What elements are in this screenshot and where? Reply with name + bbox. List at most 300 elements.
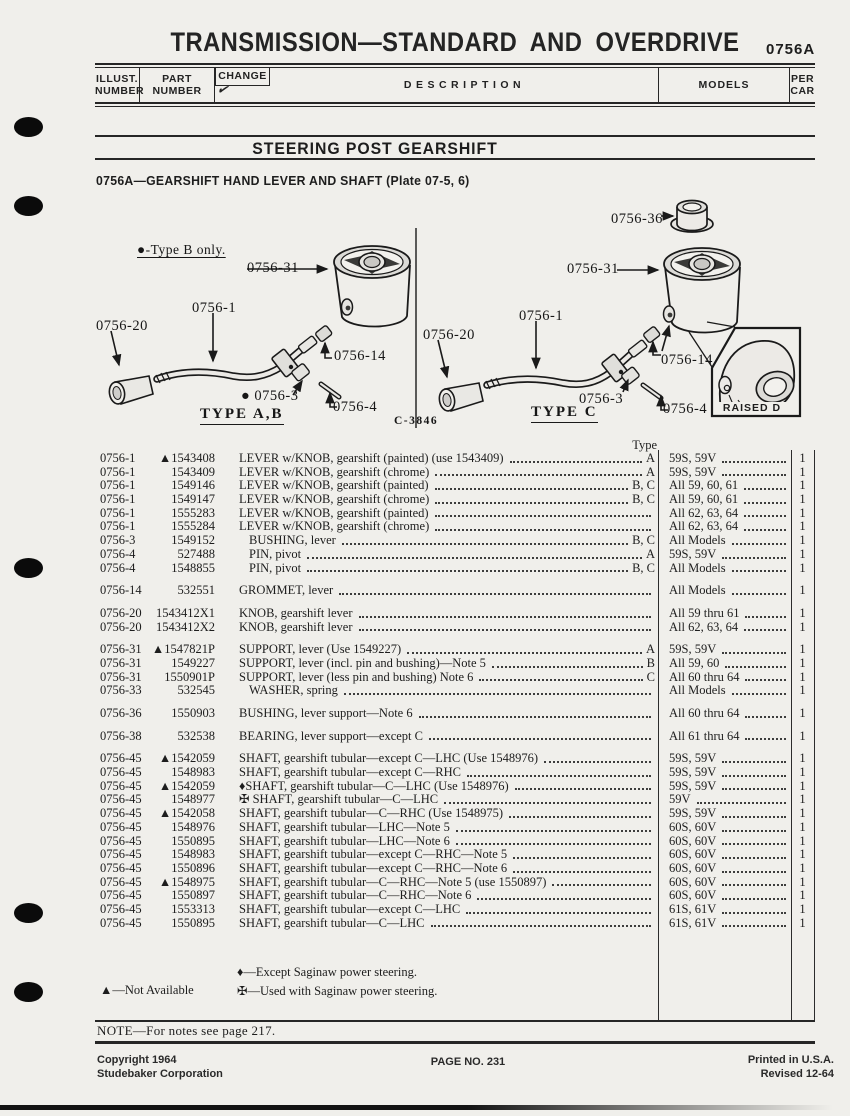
cell-illust-number: 0756-1	[100, 464, 136, 479]
dot-leader	[513, 848, 651, 859]
cell-models	[660, 479, 790, 493]
parts-group	[95, 752, 815, 930]
dot-leader	[513, 862, 651, 873]
cell-illust-number: 0756-14	[100, 583, 142, 598]
dot-leader	[732, 584, 786, 595]
column-rule	[814, 450, 815, 1022]
diagram-label-0756-3-left: ● 0756-3	[241, 388, 299, 404]
cell-part-number: ▲1542059	[158, 751, 215, 766]
type-letter: B	[646, 655, 655, 670]
column-header-change	[215, 67, 271, 102]
dot-leader	[732, 562, 786, 573]
change-checkmark-icon: ✔	[215, 81, 233, 98]
dot-leader	[429, 730, 651, 741]
models-text: 60S, 60V	[669, 874, 717, 889]
cell-description	[215, 876, 660, 890]
cell-description	[215, 917, 660, 931]
table-row	[95, 752, 815, 766]
models-text: 59S, 59V	[669, 765, 717, 780]
column-header-text: MODELS	[698, 78, 750, 91]
footer-revised: Revised 12-64	[760, 1068, 834, 1080]
cell-illust-number: 0756-38	[100, 728, 142, 743]
cell-per-car: 1	[799, 888, 806, 903]
parts-group	[95, 584, 815, 598]
table-row	[95, 671, 815, 685]
cell-per-car: 1	[799, 728, 806, 743]
cell-per-car: 1	[799, 792, 806, 807]
column-header-text: ILLUST.	[96, 72, 138, 85]
dot-leader	[456, 835, 651, 846]
models-text: All 59, 60, 61	[669, 478, 739, 493]
dot-leader	[544, 752, 651, 763]
cell-per-car: 1	[799, 619, 806, 634]
models-text: 60S, 60V	[669, 888, 717, 903]
cell-part-number: ▲1548975	[158, 874, 215, 889]
cell-models	[660, 466, 790, 480]
dot-leader	[722, 643, 786, 654]
table-row	[95, 862, 815, 876]
column-header-illust-number	[95, 67, 145, 102]
cell-models	[660, 862, 790, 876]
cell-per-car: 1	[799, 642, 806, 657]
table-row	[95, 903, 815, 917]
column-rule	[791, 450, 792, 1022]
column-header-description	[271, 67, 658, 102]
cell-description	[215, 730, 660, 744]
dot-leader	[744, 621, 786, 632]
column-header-models	[658, 67, 790, 102]
column-header-part-number	[140, 67, 215, 102]
rule	[95, 135, 815, 137]
diagram-label-0756-3-right: 0756-3	[579, 391, 624, 407]
footnote-diamond: ♦—Except Saginaw power steering.	[237, 965, 417, 979]
table-row	[95, 584, 815, 598]
cell-part-number: 1549147	[171, 492, 215, 507]
cell-description	[215, 621, 660, 635]
cell-illust-number: 0756-36	[100, 706, 142, 720]
cell-description	[215, 507, 660, 521]
diagram-label-0756-4-left: 0756-4	[333, 399, 378, 415]
cell-description	[215, 793, 660, 807]
dot-leader	[745, 707, 786, 718]
footnote-cross: ✠—Used with Saginaw power steering.	[237, 984, 438, 998]
models-text: 60S, 60V	[669, 847, 717, 862]
punch-hole	[14, 117, 43, 137]
cell-models	[660, 793, 790, 807]
cell-description	[215, 493, 660, 507]
table-row	[95, 848, 815, 862]
cell-per-car: 1	[799, 492, 806, 507]
cell-illust-number: 0756-1	[100, 478, 136, 493]
cell-illust-number: 0756-45	[100, 751, 142, 766]
parts-table-header	[95, 67, 815, 102]
table-row	[95, 730, 815, 744]
cell-per-car: 1	[799, 847, 806, 862]
description-text: SHAFT, gearshift tubular—LHC—Note 6	[239, 833, 450, 848]
table-row	[95, 876, 815, 890]
cell-description	[215, 821, 660, 835]
dot-leader	[722, 548, 786, 559]
dot-leader	[307, 548, 642, 559]
cell-description	[215, 466, 660, 480]
cell-illust-number: 0756-31	[100, 669, 142, 684]
cell-per-car: 1	[799, 505, 806, 520]
parts-group	[95, 643, 815, 698]
parts-table	[95, 452, 815, 939]
footer-copyright-line2: Studebaker Corporation	[97, 1068, 223, 1080]
column-header-text: DESCRIPTION	[403, 78, 526, 91]
dot-leader	[745, 671, 786, 682]
parts-group	[95, 452, 815, 575]
description-text: PIN, pivot	[249, 546, 302, 561]
page-title: TRANSMISSION—STANDARD AND OVERDRIVE	[170, 27, 740, 57]
column-header-text: NUMBER	[152, 84, 202, 97]
punch-hole	[14, 558, 43, 578]
models-text: All Models	[669, 683, 726, 698]
cell-part-number: 1548983	[171, 847, 215, 862]
cell-per-car: 1	[799, 860, 806, 875]
description-text: SUPPORT, lever (incl. pin and bushing)—Note 5	[239, 655, 486, 670]
description-text: ✠ SHAFT, gearshift tubular—C—LHC	[239, 792, 439, 807]
cell-description	[215, 520, 660, 534]
description-text: KNOB, gearshift lever	[239, 619, 353, 634]
cell-illust-number: 0756-4	[100, 560, 136, 575]
cell-part-number: 532545	[177, 683, 215, 698]
dot-leader	[722, 862, 786, 873]
models-text: 61S, 61V	[669, 901, 717, 916]
dot-leader	[722, 752, 786, 763]
cell-part-number: 1550897	[171, 888, 215, 903]
dot-leader	[479, 671, 642, 682]
dot-leader	[745, 607, 786, 618]
cell-illust-number: 0756-1	[100, 451, 136, 465]
cell-part-number: ▲1542058	[158, 806, 215, 821]
models-text: 59V	[669, 792, 691, 807]
type-letter: B, C	[632, 533, 655, 548]
models-text: 59S, 59V	[669, 806, 717, 821]
models-text: 59S, 59V	[669, 751, 717, 766]
dot-leader	[722, 807, 786, 818]
rule	[95, 158, 815, 160]
type-letter: A	[645, 451, 655, 465]
rule	[95, 63, 815, 65]
dot-leader	[744, 520, 786, 531]
dot-leader	[435, 466, 642, 477]
diagram-label-0756-31-right: 0756-31	[567, 261, 619, 277]
cell-illust-number: 0756-45	[100, 860, 142, 875]
parts-group	[95, 607, 815, 634]
dot-leader	[722, 903, 786, 914]
type-letter: A	[645, 464, 655, 479]
dot-leader	[722, 889, 786, 900]
cell-models	[660, 730, 790, 744]
cell-illust-number: 0756-45	[100, 901, 142, 916]
description-text: KNOB, gearshift lever	[239, 605, 353, 620]
dot-leader	[722, 917, 786, 928]
description-text: SHAFT, gearshift tubular—LHC—Note 5	[239, 819, 450, 834]
dot-leader	[359, 607, 651, 618]
dot-leader	[466, 903, 651, 914]
models-text: All 62, 63, 64	[669, 505, 739, 520]
description-text: LEVER w/KNOB, gearshift (painted)	[239, 478, 429, 493]
description-text: SHAFT, gearshift tubular—except C—LHC (Use 1548976)	[239, 751, 539, 766]
cell-models	[660, 684, 790, 698]
description-text: PIN, pivot	[249, 560, 302, 575]
parts-group	[95, 730, 815, 744]
cell-per-car: 1	[799, 519, 806, 534]
cell-description	[215, 584, 660, 598]
footer-printed-in: Printed in U.S.A.	[747, 1054, 834, 1066]
models-text: All 62, 63, 64	[669, 619, 739, 634]
models-text: 60S, 60V	[669, 860, 717, 875]
type-a-b-caption: TYPE A,B	[200, 406, 284, 425]
dot-leader	[722, 452, 786, 463]
models-text: 60S, 60V	[669, 833, 717, 848]
type-letter: A	[645, 642, 655, 657]
cell-part-number: 1550896	[171, 860, 215, 875]
table-row	[95, 520, 815, 534]
cell-per-car: 1	[799, 765, 806, 780]
column-header-per-car	[790, 67, 815, 102]
cell-description	[215, 684, 660, 698]
cell-illust-number: 0756-45	[100, 765, 142, 780]
description-text: BUSHING, lever support—Note 6	[239, 706, 413, 720]
cell-description	[215, 752, 660, 766]
cell-illust-number: 0756-45	[100, 806, 142, 821]
cell-per-car: 1	[799, 819, 806, 834]
cell-models	[660, 520, 790, 534]
cell-per-car: 1	[799, 478, 806, 493]
diagram-label-0756-36: 0756-36	[611, 211, 663, 227]
models-text: All 59 thru 61	[669, 605, 740, 620]
cell-models	[660, 807, 790, 821]
cell-part-number: 1549146	[171, 478, 215, 493]
section-title: STEERING POST GEARSHIFT	[252, 139, 498, 158]
cell-illust-number: 0756-3	[100, 533, 136, 548]
cell-illust-number: 0756-45	[100, 847, 142, 862]
raised-d-label: RAISED D	[714, 402, 790, 414]
leader-arrow	[111, 331, 119, 365]
cell-per-car: 1	[799, 751, 806, 766]
table-row	[95, 621, 815, 635]
cell-part-number: 1543412X2	[155, 619, 215, 634]
diagram-label-0756-1-right: 0756-1	[519, 308, 564, 324]
cell-part-number: 1549227	[171, 655, 215, 670]
type-letter: C	[646, 669, 655, 684]
leader-arrow	[662, 326, 669, 351]
table-row	[95, 684, 815, 698]
cell-description	[215, 479, 660, 493]
cell-description	[215, 643, 660, 657]
dot-leader	[407, 643, 642, 654]
dot-leader	[456, 821, 651, 832]
models-text: All 61 thru 64	[669, 728, 740, 743]
dot-leader	[444, 793, 651, 804]
cell-part-number: ▲1543408	[158, 451, 215, 465]
table-row	[95, 657, 815, 671]
description-text: BEARING, lever support—except C	[239, 728, 423, 743]
page-code: 0756A	[766, 41, 816, 58]
cell-illust-number: 0756-45	[100, 778, 142, 793]
punch-hole	[14, 903, 43, 923]
dot-leader	[435, 507, 651, 518]
table-row	[95, 917, 815, 931]
cell-part-number: 1555283	[171, 505, 215, 520]
description-text: LEVER w/KNOB, gearshift (chrome)	[239, 464, 430, 479]
cell-per-car: 1	[799, 669, 806, 684]
dot-leader	[744, 493, 786, 504]
models-text: 59S, 59V	[669, 642, 717, 657]
cell-illust-number: 0756-45	[100, 819, 142, 834]
cell-models	[660, 657, 790, 671]
cell-illust-number: 0756-1	[100, 505, 136, 520]
cell-part-number: 1548976	[171, 819, 215, 834]
cell-description	[215, 903, 660, 917]
description-text: SHAFT, gearshift tubular—except C—LHC	[239, 901, 461, 916]
table-row	[95, 707, 815, 721]
cell-models	[660, 562, 790, 576]
footer-copyright	[97, 1053, 223, 1081]
models-text: All 62, 63, 64	[669, 519, 739, 534]
cell-description	[215, 862, 660, 876]
description-text: BUSHING, lever	[249, 533, 336, 548]
rule	[95, 1020, 815, 1022]
cell-illust-number: 0756-1	[100, 519, 136, 534]
cell-description	[215, 848, 660, 862]
cell-illust-number: 0756-20	[100, 619, 142, 634]
dot-leader	[435, 479, 629, 490]
cell-part-number: ▲1542059	[158, 778, 215, 793]
models-text: All Models	[669, 560, 726, 575]
cell-part-number: 1550903	[171, 706, 215, 720]
models-text: 59S, 59V	[669, 464, 717, 479]
cell-illust-number: 0756-1	[100, 492, 136, 507]
models-text: 60S, 60V	[669, 819, 717, 834]
description-text: SHAFT, gearshift tubular—C—RHC—Note 5 (use 1550897)	[239, 874, 547, 889]
scan-edge-shadow	[0, 1105, 850, 1110]
dot-leader	[431, 917, 651, 928]
cell-part-number: 1550895	[171, 833, 215, 848]
dot-leader	[745, 730, 786, 741]
cell-description	[215, 807, 660, 821]
cell-models	[660, 889, 790, 903]
cell-models	[660, 766, 790, 780]
diagram-label-0756-20-right: 0756-20	[423, 327, 475, 343]
cell-part-number: 1548855	[171, 560, 215, 575]
footer-printing-info	[748, 1053, 834, 1081]
footer-page-number: PAGE NO. 231	[430, 1056, 506, 1068]
cell-part-number: 532551	[177, 583, 215, 598]
table-row	[95, 548, 815, 562]
cell-description	[215, 657, 660, 671]
cell-models	[660, 752, 790, 766]
models-text: All Models	[669, 583, 726, 598]
cell-models	[660, 780, 790, 794]
diagram-legend-type-b-only: ●-Type B only.	[137, 242, 226, 257]
cell-per-car: 1	[799, 706, 806, 720]
cell-part-number: ▲1547821P	[151, 642, 215, 657]
description-text: ♦SHAFT, gearshift tubular—C—LHC (Use 1548976)	[239, 778, 509, 793]
cell-per-car: 1	[799, 464, 806, 479]
cell-models	[660, 607, 790, 621]
column-header-text: CHANGE	[218, 70, 267, 82]
table-row	[95, 607, 815, 621]
dot-leader	[722, 466, 786, 477]
type-letter: B, C	[632, 478, 655, 493]
table-row	[95, 889, 815, 903]
dot-leader	[467, 766, 651, 777]
diagram-label-0756-4-right: 0756-4	[663, 401, 708, 417]
dot-leader	[732, 684, 786, 695]
table-row	[95, 452, 815, 466]
dot-leader	[435, 493, 628, 504]
cell-models	[660, 707, 790, 721]
dot-leader	[510, 452, 642, 463]
figure-number: C-3846	[394, 415, 439, 427]
description-text: LEVER w/KNOB, gearshift (painted)	[239, 505, 429, 520]
dot-leader	[732, 534, 786, 545]
dot-leader	[697, 793, 786, 804]
dot-leader	[344, 684, 651, 695]
dot-leader	[492, 657, 643, 668]
description-text: SHAFT, gearshift tubular—C—LHC	[239, 915, 425, 930]
table-row	[95, 780, 815, 794]
dot-leader	[435, 520, 651, 531]
leader-arrow	[653, 342, 661, 355]
cell-description	[215, 452, 660, 466]
cell-models	[660, 548, 790, 562]
cell-part-number: 1543412X1	[155, 605, 215, 620]
dot-leader	[339, 584, 651, 595]
cell-per-car: 1	[799, 605, 806, 620]
dot-leader	[722, 780, 786, 791]
cell-per-car: 1	[799, 833, 806, 848]
dot-leader	[359, 621, 651, 632]
cell-per-car: 1	[799, 583, 806, 598]
cell-description	[215, 889, 660, 903]
type-letter: A	[645, 546, 655, 561]
cell-description	[215, 780, 660, 794]
table-row	[95, 466, 815, 480]
cell-models	[660, 848, 790, 862]
column-header-text: CAR	[790, 84, 815, 97]
cell-models	[660, 876, 790, 890]
dot-leader	[307, 562, 628, 573]
dot-leader	[722, 835, 786, 846]
rule	[95, 102, 815, 104]
description-text: SHAFT, gearshift tubular—except C—RHC—Note 5	[239, 847, 508, 862]
cell-part-number: 1555284	[171, 519, 215, 534]
type-column-header: Type	[632, 438, 657, 452]
dot-leader	[722, 848, 786, 859]
cell-part-number: 1548977	[171, 792, 215, 807]
cell-per-car: 1	[799, 451, 806, 465]
cell-models	[660, 821, 790, 835]
cell-illust-number: 0756-20	[100, 605, 142, 620]
description-text: WASHER, spring	[249, 683, 338, 698]
cell-models	[660, 584, 790, 598]
dot-leader	[509, 807, 651, 818]
cell-part-number: 1548983	[171, 765, 215, 780]
table-row	[95, 534, 815, 548]
table-row	[95, 479, 815, 493]
subsection-title: 0756A—GEARSHIFT HAND LEVER AND SHAFT (Plate 07-5, 6)	[96, 174, 470, 188]
parts-group	[95, 707, 815, 721]
table-row	[95, 507, 815, 521]
cell-per-car: 1	[799, 533, 806, 548]
cell-models	[660, 917, 790, 931]
table-row	[95, 643, 815, 657]
